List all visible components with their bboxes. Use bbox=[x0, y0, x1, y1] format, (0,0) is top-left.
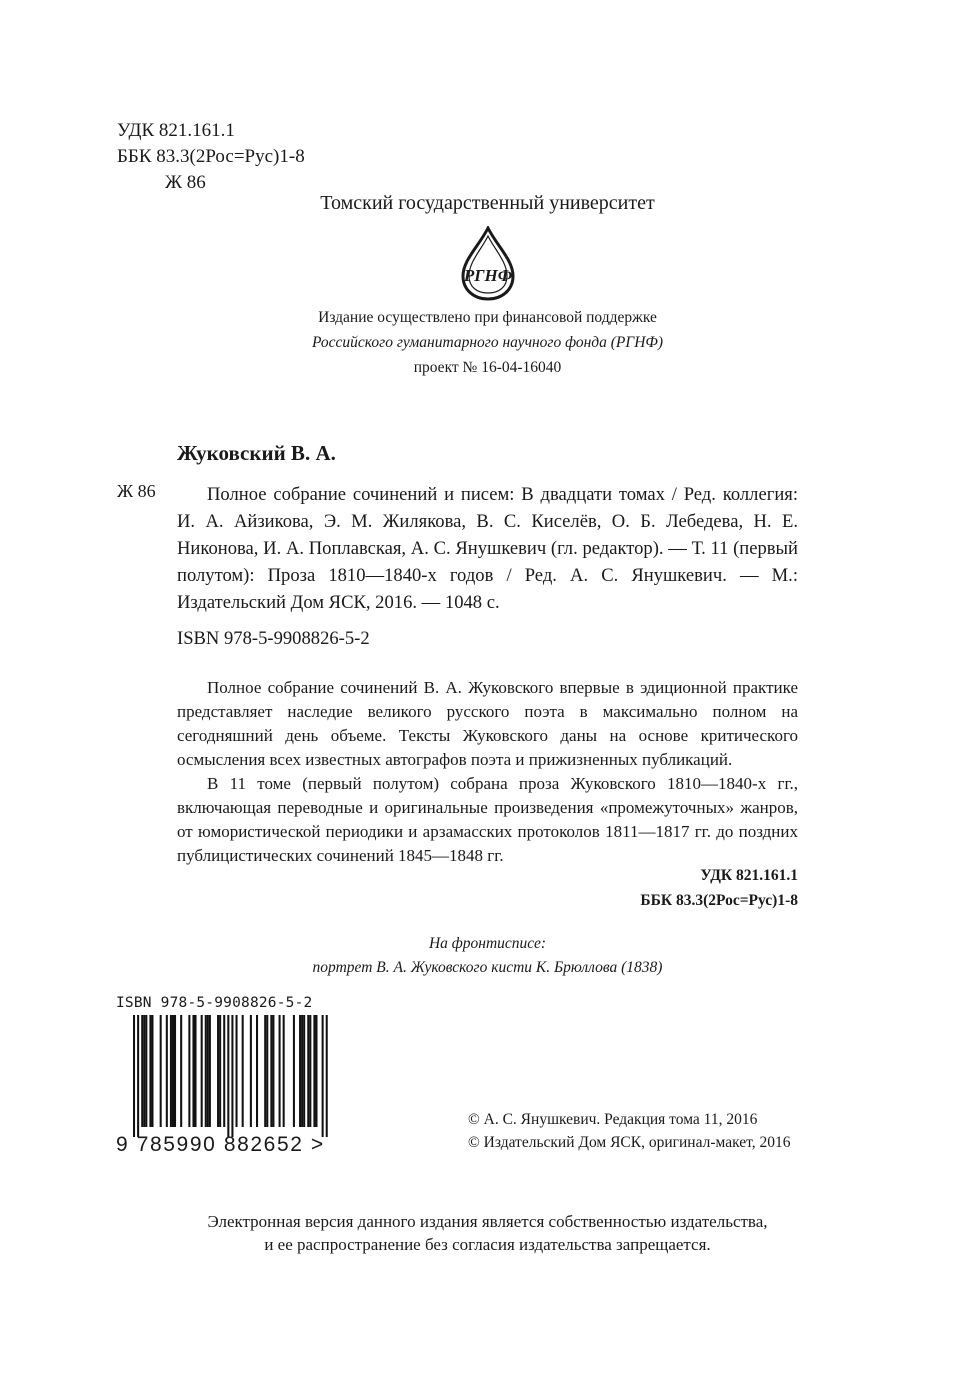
isbn-line: ISBN 978-5-9908826-5-2 bbox=[177, 628, 370, 649]
barcode-digits: 9 785990 882652 > bbox=[116, 1133, 325, 1156]
rgnf-logo-icon bbox=[459, 226, 517, 302]
barcode-bar bbox=[313, 1015, 315, 1127]
barcode-bar bbox=[270, 1015, 272, 1127]
udk-code-right: УДК 821.161.1 bbox=[700, 867, 798, 884]
barcode-bar bbox=[141, 1015, 143, 1127]
copyright-line-1: © А. С. Янушкевич. Редакция тома 11, 2016 bbox=[468, 1111, 758, 1128]
barcode-bar bbox=[170, 1015, 172, 1127]
copyright-line-2: © Издательский Дом ЯСК, оригинал-макет, 2016 bbox=[468, 1134, 791, 1151]
frontispiece-note bbox=[0, 932, 975, 980]
barcode-bar bbox=[192, 1015, 194, 1127]
frontispiece-label: На фронтисписе: bbox=[428, 935, 547, 952]
author-heading: Жуковский В. А. bbox=[177, 441, 336, 465]
barcode-bar bbox=[301, 1015, 303, 1127]
barcode-bar bbox=[166, 1015, 168, 1127]
support-statement bbox=[0, 305, 975, 380]
abstract-paragraph-2: В 11 томе (первый полутом) собрана проза Жуковского 1810—1840-х гг., включающая переводные и оригинальные произведения «промежуточных» жанров, от юмористической периодики и арзамасских протоколов 1811—1817 гг. до поздних публицистических сочинений 1845—1848 гг. bbox=[177, 774, 798, 865]
barcode-bar bbox=[326, 1015, 328, 1137]
barcode-bar bbox=[207, 1015, 209, 1127]
barcode-bar bbox=[217, 1015, 219, 1127]
barcode-bar bbox=[236, 1015, 238, 1127]
barcode-bar bbox=[272, 1015, 274, 1127]
barcode-bar bbox=[315, 1015, 317, 1127]
udk-code: УДК 821.161.1 bbox=[117, 120, 235, 141]
barcode-bar bbox=[174, 1015, 176, 1127]
barcode-bar bbox=[250, 1015, 252, 1127]
project-number: проект № 16-04-16040 bbox=[413, 359, 562, 376]
logo-text: РГНФ bbox=[463, 266, 513, 285]
university-name: Томский государственный университет bbox=[320, 192, 655, 214]
barcode-bar bbox=[227, 1015, 229, 1137]
barcode-isbn-text: ISBN 978-5-9908826-5-2 bbox=[116, 995, 313, 1011]
barcode-bar bbox=[256, 1015, 258, 1127]
barcode-bar bbox=[205, 1015, 207, 1127]
bbk-code: ББК 83.3(2Рос=Рус)1-8 bbox=[117, 146, 305, 167]
barcode-bar bbox=[242, 1015, 244, 1127]
barcode-bar bbox=[145, 1015, 147, 1127]
barcode-bar bbox=[209, 1015, 211, 1127]
barcode-bar bbox=[180, 1015, 182, 1127]
bbk-code-right: ББК 83.3(2Рос=Рус)1-8 bbox=[640, 892, 798, 909]
isbn-barcode bbox=[113, 995, 343, 1165]
classification-codes-right bbox=[640, 863, 798, 913]
author-sign: Ж 86 bbox=[165, 172, 206, 193]
abstract bbox=[177, 676, 798, 868]
barcode-bar bbox=[283, 1015, 285, 1127]
barcode-bar bbox=[137, 1015, 139, 1137]
notice-line-1: Электронная версия данного издания является собственностью издательства, bbox=[207, 1212, 768, 1231]
barcode-bar bbox=[149, 1015, 151, 1127]
support-line-1: Издание осуществлено при финансовой поддержке bbox=[318, 309, 657, 326]
barcode-bar bbox=[188, 1015, 190, 1127]
barcode-bar bbox=[303, 1015, 305, 1127]
barcode-bar bbox=[231, 1015, 233, 1137]
notice-line-2: и ее распространение без согласия издательства запрещается. bbox=[264, 1235, 711, 1254]
barcode-bar bbox=[266, 1015, 268, 1127]
barcode-bar bbox=[322, 1015, 324, 1137]
barcode-bar bbox=[172, 1015, 174, 1127]
barcode-bar bbox=[195, 1015, 197, 1127]
electronic-version-notice bbox=[0, 1210, 975, 1256]
abstract-paragraph-1: Полное собрание сочинений В. А. Жуковского впервые в эдиционной практике представляет наследие великого русского поэта в максимально полном на сегодняшний день объеме. Тексты Жуковского даны на основе критического осмысления всех известных автографов поэта и прижизненных публикаций. bbox=[177, 678, 798, 769]
barcode-bar bbox=[307, 1015, 309, 1127]
barcode-bar bbox=[160, 1015, 162, 1127]
barcode-bar bbox=[219, 1015, 221, 1127]
barcode-bar bbox=[143, 1015, 145, 1127]
barcode-bar bbox=[133, 1015, 135, 1137]
frontispiece-caption: портрет В. А. Жуковского кисти К. Брюллова (1838) bbox=[312, 959, 663, 976]
support-line-2: Российского гуманитарного научного фонда (РГНФ) bbox=[311, 334, 664, 351]
bibliographic-text: Полное собрание сочинений и писем: В двадцати томах / Ред. коллегия: И. А. Айзикова, Э. М. Жилякова, В. С. Киселёв, О. Б. Лебедева, Н. Е. Никонова, И. А. Поплавская, А. С. Янушкевич (гл. редактор). — Т. 11 (первый полутом): Проза 1810—1840-х годов / Ред. А. С. Янушкевич. — М.: Издательский Дом ЯСК, 2016. — 1048 с. bbox=[177, 484, 798, 613]
bibliographic-description bbox=[177, 481, 798, 616]
copyright-block bbox=[468, 1108, 790, 1154]
classification-codes-top bbox=[117, 118, 305, 196]
barcode-bar bbox=[279, 1015, 281, 1127]
barcode-bars bbox=[113, 1015, 343, 1137]
barcode-bar bbox=[293, 1015, 295, 1127]
barcode-bar bbox=[264, 1015, 266, 1127]
barcode-bar bbox=[223, 1015, 225, 1127]
barcode-bar bbox=[299, 1015, 301, 1127]
barcode-bar bbox=[309, 1015, 311, 1127]
barcode-bar bbox=[201, 1015, 203, 1127]
author-code: Ж 86 bbox=[117, 481, 156, 501]
barcode-bar bbox=[151, 1015, 153, 1127]
